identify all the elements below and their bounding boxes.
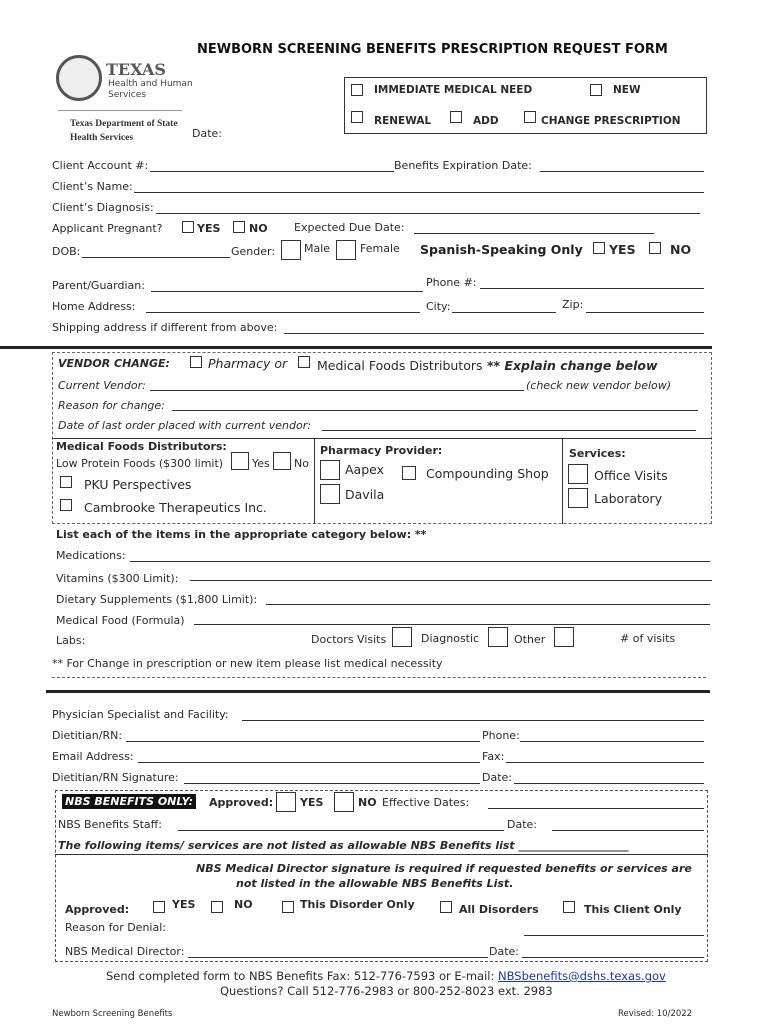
director-label: NBS Medical Director: [65, 945, 185, 958]
dob-label: DOB: [52, 245, 81, 258]
nbs-no-label [358, 796, 377, 809]
vendor-grid-sep2 [562, 438, 563, 524]
shipping-field[interactable] [284, 333, 704, 334]
this-client-label: This Client Only [584, 903, 682, 916]
nbs-staff-field[interactable] [178, 830, 504, 831]
client-name-label: Client’s Name: [52, 180, 133, 193]
medications-field[interactable] [130, 561, 710, 562]
nbs-box [55, 790, 708, 962]
signature-label: Dietitian/RN Signature: [52, 771, 179, 784]
spanish-no-checkbox[interactable] [649, 242, 661, 254]
nbs-no-checkbox[interactable] [334, 792, 354, 812]
spanish-no-label: NO [670, 242, 692, 257]
male-label: Male [304, 242, 331, 255]
laboratory-checkbox[interactable] [568, 488, 588, 508]
logo-divider [58, 110, 182, 111]
footer-send-text: Send completed form to NBS Benefits Fax: 512-776-7593 or E-mail: [106, 969, 495, 983]
section-divider-1 [0, 346, 712, 349]
supplements-field[interactable] [266, 604, 710, 605]
add-label: ADD [473, 115, 499, 127]
expiration-label: Benefits Expiration Date: [394, 159, 532, 172]
pregnant-yes-checkbox[interactable] [182, 221, 194, 233]
medical-food-label: Medical Food (Formula) [56, 614, 185, 627]
form-title: NEWBORN SCREENING BENEFITS PRESCRIPTION REQUEST FORM [197, 42, 668, 57]
city-label: City: [426, 300, 451, 313]
spanish-yes-label: YES [609, 242, 636, 257]
texas-seal-icon [56, 55, 102, 101]
zip-field[interactable] [586, 312, 704, 313]
nbs-no-text: NO [358, 796, 377, 809]
effective-field[interactable] [488, 808, 704, 809]
denial-field[interactable] [524, 935, 704, 936]
cambrooke-checkbox[interactable] [60, 499, 72, 511]
last-order-field[interactable] [322, 430, 696, 431]
home-field[interactable] [146, 312, 420, 313]
physician-label: Physician Specialist and Facility: [52, 708, 229, 721]
signature-date-field[interactable] [514, 783, 704, 784]
spanish-label: Spanish-Speaking Only [420, 242, 583, 257]
pregnant-label: Applicant Pregnant? [52, 222, 163, 235]
signature-field[interactable] [184, 783, 480, 784]
supplements-label: Dietary Supplements ($1,800 Limit): [56, 593, 258, 606]
low-protein-label: Low Protein Foods ($300 limit) [56, 457, 224, 470]
approved2-no-checkbox[interactable] [211, 901, 223, 913]
last-order-label: Date of last order placed with current vendor: [58, 419, 311, 432]
items-title: List each of the items in the appropriate category below: ** [56, 528, 427, 541]
this-disorder-label: This Disorder Only [300, 898, 415, 911]
nbs-approved-label: Approved: [209, 796, 274, 809]
dept-line2: Health Services [70, 133, 134, 143]
low-protein-no-label: No [294, 457, 309, 470]
footer-right: Revised: 10/2022 [618, 1009, 693, 1019]
current-vendor-label: Current Vendor: [58, 379, 146, 392]
approved2-label: Approved: [65, 903, 130, 916]
immediate-checkbox[interactable] [351, 84, 363, 96]
aapex-label: Aapex [345, 462, 385, 477]
signature-date-label: Date: [482, 771, 512, 784]
physician-field[interactable] [242, 720, 704, 721]
dietitian-phone-label: Phone: [482, 729, 520, 742]
new-label: NEW [613, 84, 641, 96]
medical-necessity-note: ** For Change in prescription or new item please list medical necessity [52, 657, 443, 670]
logo-texas: TEXAS [106, 60, 166, 79]
mfd-title: Medical Foods Distributors: [56, 440, 227, 453]
email-field[interactable] [138, 762, 480, 763]
dept-line1: Texas Department of State [70, 119, 178, 129]
diagnostic-label: Diagnostic [421, 632, 480, 645]
pku-checkbox[interactable] [60, 476, 72, 488]
footer-send [106, 969, 666, 983]
phone-label: Phone #: [426, 276, 477, 289]
low-protein-yes-label: Yes [252, 457, 270, 470]
doctors-visits-checkbox[interactable] [392, 627, 412, 647]
medical-food-field[interactable] [194, 624, 710, 625]
shipping-label: Shipping address if different from above: [52, 321, 278, 334]
low-protein-no-checkbox[interactable] [273, 452, 291, 470]
cambrooke-label: Cambrooke Therapeutics Inc. [84, 500, 267, 515]
nbs-yes-checkbox[interactable] [276, 792, 296, 812]
renewal-checkbox[interactable] [351, 111, 363, 123]
female-label: Female [360, 242, 400, 255]
zip-label: Zip: [562, 298, 584, 311]
phone-field[interactable] [480, 288, 704, 289]
expiration-field[interactable] [540, 171, 704, 172]
nbs-yes-label: YES [300, 796, 324, 809]
office-visits-label: Office Visits [594, 468, 668, 483]
dob-field[interactable] [82, 257, 230, 258]
director-field[interactable] [188, 957, 488, 958]
email-label: Email Address: [52, 750, 134, 763]
city-field[interactable] [452, 312, 556, 313]
aapex-checkbox[interactable] [320, 460, 340, 480]
not-listed-label: The following items/ services are not listed as allowable NBS Benefits list ____________________ [58, 839, 629, 852]
check-new-label: (check new vendor below) [526, 379, 672, 392]
pregnant-no-checkbox[interactable] [233, 221, 245, 233]
laboratory-label: Laboratory [594, 491, 663, 506]
vitamins-label: Vitamins ($300 Limit): [56, 572, 179, 585]
director-note-line2: not listed in the allowable NBS Benefits List. [236, 877, 514, 890]
parent-label: Parent/Guardian: [52, 279, 145, 292]
services-title: Services: [569, 447, 626, 460]
labs-label: Labs: [56, 634, 86, 647]
director-date-field[interactable] [522, 957, 704, 958]
necessity-field[interactable] [52, 677, 706, 678]
immediate-label: IMMEDIATE MEDICAL NEED [374, 84, 533, 96]
davila-label: Davila [345, 487, 385, 502]
vendor-pharmacy-checkbox[interactable] [190, 356, 202, 368]
change-checkbox[interactable] [524, 111, 536, 123]
num-visits-label: # of visits [620, 632, 676, 645]
spanish-yes-checkbox[interactable] [593, 242, 605, 254]
mfd-label: Medical Foods Distributors [317, 358, 483, 373]
reason-change-label: Reason for change: [58, 399, 165, 412]
gender-label: Gender: [231, 245, 276, 258]
vendor-change-title: VENDOR CHANGE: [58, 357, 170, 370]
footer-email-link[interactable]: NBSbenefits@dshs.texas.gov [498, 969, 666, 983]
this-disorder-checkbox[interactable] [282, 901, 294, 913]
footer-questions: Questions? Call 512-776-2983 or 800-252-8023 ext. 2983 [220, 984, 553, 998]
renewal-label: RENEWAL [374, 115, 432, 127]
approved2-yes-checkbox[interactable] [153, 901, 165, 913]
director-note-line1: NBS Medical Director signature is required if requested benefits or services are [196, 862, 692, 875]
explain-label: ** Explain change below [487, 358, 658, 373]
davila-checkbox[interactable] [320, 484, 340, 504]
pharmacy-or-label: Pharmacy or [208, 356, 288, 371]
pku-label: PKU Perspectives [84, 477, 192, 492]
reason-change-field[interactable] [172, 410, 698, 411]
vendor-grid-sep1 [314, 438, 315, 524]
effective-label: Effective Dates: [382, 796, 470, 809]
low-protein-yes-checkbox[interactable] [231, 452, 249, 470]
denial-label: Reason for Denial: [65, 921, 166, 934]
dietitian-label: Dietitian/RN: [52, 729, 123, 742]
section-divider-2 [46, 690, 710, 693]
female-checkbox[interactable] [336, 240, 356, 260]
dietitian-field[interactable] [126, 741, 480, 742]
due-date-label: Expected Due Date: [294, 221, 405, 234]
nbs-staff-label: NBS Benefits Staff: [58, 818, 162, 831]
logo-hhs-line2: Services [108, 90, 146, 100]
all-disorders-checkbox[interactable] [440, 901, 452, 913]
date-label: Date: [192, 127, 222, 140]
approved2-yes-label: YES [172, 898, 196, 911]
all-disorders-label: All Disorders [459, 903, 539, 916]
dietitian-phone-field[interactable] [520, 741, 704, 742]
nbs-staff-date-label: Date: [507, 818, 537, 831]
client-account-field[interactable] [150, 171, 394, 172]
compounding-label: Compounding Shop [426, 466, 549, 481]
diagnostic-checkbox[interactable] [488, 627, 508, 647]
approved2-no-label: NO [234, 898, 253, 911]
footer-left: Newborn Screening Benefits [52, 1009, 173, 1019]
this-client-checkbox[interactable] [563, 901, 575, 913]
pregnant-no-label: NO [249, 222, 268, 235]
pharmacy-provider-title: Pharmacy Provider: [320, 444, 443, 457]
vitamins-field[interactable] [190, 580, 712, 581]
nbs-only-label: NBS BENEFITS ONLY: [62, 794, 196, 809]
compounding-checkbox[interactable] [402, 466, 416, 480]
vendor-mfd-checkbox[interactable] [298, 356, 310, 368]
parent-field[interactable] [151, 291, 423, 292]
office-visits-checkbox[interactable] [568, 464, 588, 484]
vendor-grid-top [52, 438, 712, 439]
client-diagnosis-label: Client’s Diagnosis: [52, 201, 154, 214]
client-diagnosis-field[interactable] [156, 213, 700, 214]
fax-field[interactable] [506, 762, 704, 763]
medications-label: Medications: [56, 549, 126, 562]
change-label: CHANGE PRESCRIPTION [541, 115, 681, 127]
new-checkbox[interactable] [590, 84, 602, 96]
add-checkbox[interactable] [450, 111, 462, 123]
pregnant-yes-label: YES [197, 222, 221, 235]
male-checkbox[interactable] [281, 240, 301, 260]
client-name-field[interactable] [134, 192, 704, 193]
nbs-staff-date-field[interactable] [552, 830, 704, 831]
client-account-label: Client Account #: [52, 159, 149, 172]
home-label: Home Address: [52, 300, 136, 313]
logo-hhs-line1: Health and Human [108, 79, 193, 89]
due-date-field[interactable] [414, 233, 654, 234]
other-checkbox[interactable] [554, 627, 574, 647]
doctors-visits-label: Doctors Visits [311, 633, 387, 646]
other-label: Other [514, 633, 546, 646]
current-vendor-field[interactable] [150, 390, 524, 391]
director-date-label: Date: [489, 945, 519, 958]
nbs-divider [55, 854, 708, 855]
fax-label: Fax: [482, 750, 505, 763]
